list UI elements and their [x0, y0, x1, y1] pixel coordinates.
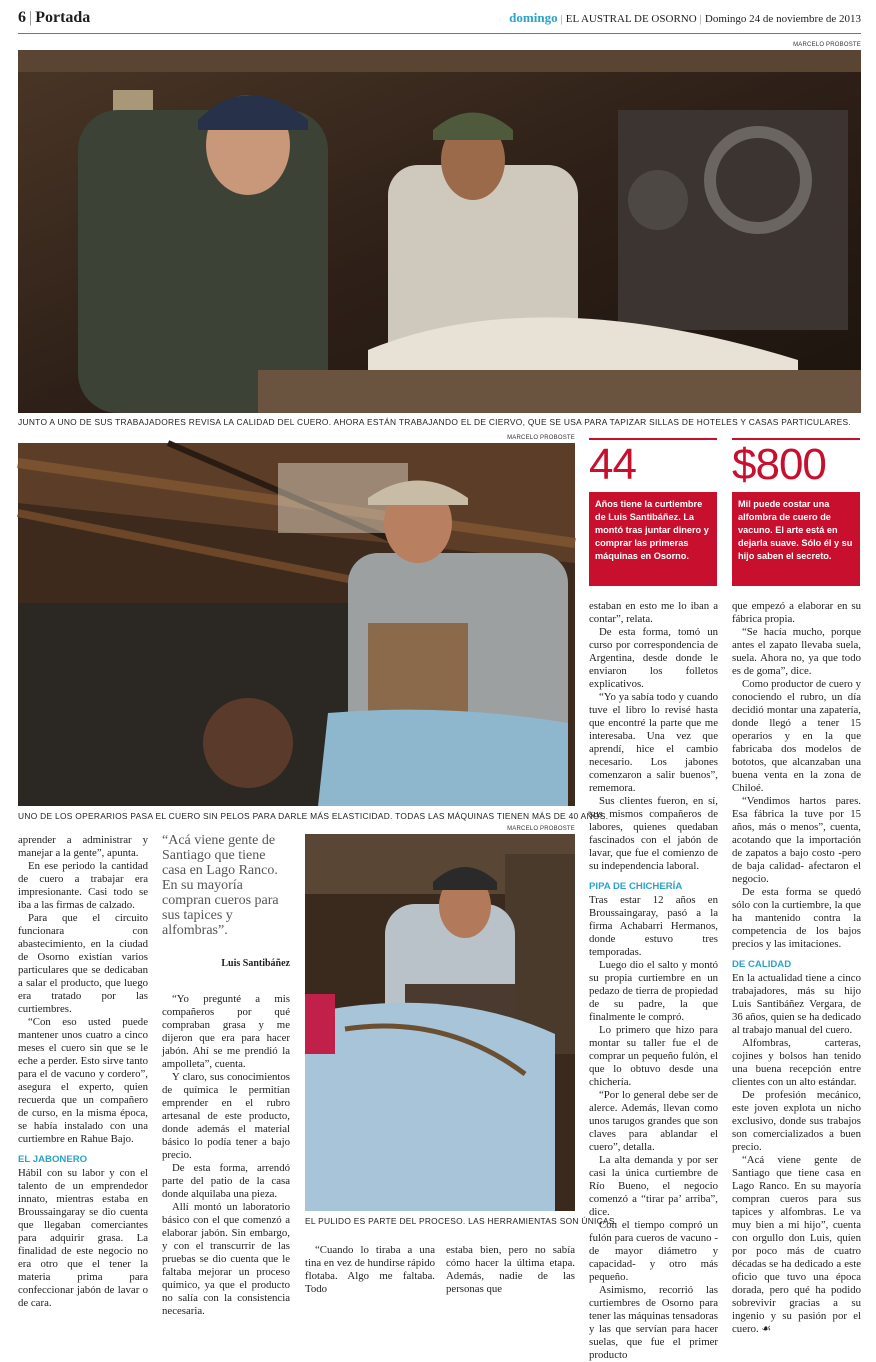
edition-day: domingo — [509, 10, 558, 25]
issue-date: Domingo 24 de noviembre de 2013 — [704, 13, 861, 25]
operator-machine-photo — [18, 443, 575, 806]
article-paragraph: De esta forma, tomó un curso por correspondencia de Argentina, desde donde le enviaron los folletos explicativos. — [589, 626, 718, 690]
article-paragraph: Hábil con su labor y con el talento de un emprendedor innato, mientras estaba en Broussaingaray se dio cuenta que llegaban comerciantes para adquirir grasa. La finalidad de este negocio no era otro que el tener la materia prima para confeccionar jabón de lavar o de cara. — [18, 1167, 148, 1309]
stat-price-number: $800 — [732, 440, 826, 489]
masthead-meta: domingo | EL AUSTRAL DE OSORNO | Domingo 24 de noviembre de 2013 — [509, 10, 861, 25]
bottom-photo-credit: MARCELO PROBOSTE — [507, 826, 575, 832]
subheading: DE CALIDAD — [732, 959, 792, 970]
article-column-2 — [162, 993, 290, 1317]
subheading: EL JABONERO — [18, 1154, 88, 1165]
article-paragraph: Sus clientes fueron, en sí, sus mismos compañeros de labores, quienes quedaban fascinados con el jabón de lavar, que fue el comienzo de su independencia laboral. — [589, 795, 718, 872]
article-paragraph: Alfombras, carteras, cojines y bolsos han tenido una buena recepción entre clientes con un alto estándar. — [732, 1037, 861, 1088]
top-photo-credit: MARCELO PROBOSTE — [793, 42, 861, 48]
subheading: PIPA DE CHICHERÍA — [589, 881, 683, 892]
tannery-workers-photo — [18, 50, 861, 413]
article-paragraph: Y claro, sus conocimientos de química le permitían emprender en el rubro artesanal de este producto, donde además el material básico lo podía tener a bajo precio. — [162, 1071, 290, 1161]
stat-price — [732, 438, 860, 586]
article-paragraph: “Por lo general debe ser de alerce. Además, llevan como unos tarugos grandes que son claves para ablandar el cuero”, detalla. — [589, 1089, 718, 1153]
article-paragraph: que empezó a elaborar en su fábrica propia. — [732, 600, 861, 625]
pull-quote — [162, 833, 290, 969]
pull-quote-author: Luis Santibáñez — [221, 958, 290, 969]
article-paragraph: Luego dio el salto y montó su propia curtiembre en un pedazo de tierra de propiedad de su padre, la que finalmente le compró. — [589, 959, 718, 1023]
pull-quote-text: “Acá viene gente de Santiago que tiene casa en Lago Ranco. En su mayoría compran cueros para sus tapices y alfombras”. — [162, 833, 279, 938]
article-paragraph: “Yo pregunté a mis compañeros por qué compraban grasa y me dijeron que era para hacer jabón. Ahí se me prendió la ampolleta”, cuenta. — [162, 993, 290, 1070]
article-paragraph: estaban en esto me lo iban a contar”, relata. — [589, 600, 718, 625]
top-photo — [18, 50, 861, 413]
article-paragraph: Asimismo, recorrió las curtiembres de Osorno para tener las máquinas tensadoras y las que servían para hacer suelas, que fue el primer producto — [589, 1284, 718, 1361]
article-paragraph: De profesión mecánico, este joven explota un nicho exclusivo, donde sus trabajos son comercializados a buen precio. — [732, 1089, 861, 1153]
middle-photo — [18, 443, 575, 806]
article-paragraph: “Yo ya sabía todo y cuando tuve el libro lo revisé hasta que encontré la parte que me interesaba. Una vez que aprendí, hice el cambio necesario. Los jabones comenzaron a salir buenos”, rememora. — [589, 691, 718, 794]
article-paragraph: En la actualidad tiene a cinco trabajadores, más su hijo Luis Santibáñez Vergara, de 36 años, quien se ha dedicado al trabajo manual del cuero. — [732, 972, 861, 1036]
article-paragraph: “Vendimos hartos pares. Esa fábrica la tuve por 15 años, más o menos”, cuenta, acotando que la importación de zapatos a bajo costo -pero de baja calidad- afectaron el negocio. — [732, 795, 861, 885]
stat-years-number: 44 — [589, 440, 636, 489]
page-folio: 6 | Portada — [18, 9, 91, 26]
article-column-3-continuation — [446, 1244, 575, 1295]
article-column-3 — [589, 600, 718, 1361]
article-paragraph: Lo primero que hizo para montar su taller fue el de comprar un pequeño fulón, el que lo obtuvo desde una chichería. — [589, 1024, 718, 1088]
article-paragraph: Como productor de cuero y conociendo el rubro, un día decidió montar una zapatería, donde llegó a tener 15 operarios y en la que fabricaba dos modelos de bototos, que alcanzaban una buena venta en la zona de Chiloé. — [732, 678, 861, 794]
article-paragraph: En ese periodo la cantidad de cuero a trabajar era impresionante. Casi todo se iba a las firmas de calzado. — [18, 860, 148, 911]
article-paragraph: estaba bien, pero no sabía cómo hacer la última etapa. Además, nadie de las personas que — [446, 1244, 575, 1295]
article-paragraph: Allí montó un laboratorio básico con el que comenzó a elaborar jabón. Sin embargo, y con el transcurrir de las pruebas se dio cuenta que le faltaba mejorar un proceso químico, ya que el producto no salía con la consistencia necesaria. — [162, 1201, 290, 1317]
polishing-photo — [305, 834, 575, 1211]
article-paragraph: De esta forma se quedó sólo con la curtiembre, la que ha mantenido contra la competencia de los bajos precios y las imitaciones. — [732, 886, 861, 950]
section-name: Portada — [35, 9, 91, 26]
article-paragraph: Para que el circuito funcionara con abastecimiento, en la ciudad de Osorno existían varios particulares que se dedicaban a salar el producto, que luego era tratado por las curtiembres. — [18, 912, 148, 1015]
article-paragraph: “Se hacía mucho, porque antes el zapato llevaba suela, suela. Ahora no, ya que todo es de goma”, dice. — [732, 626, 861, 677]
bottom-photo — [305, 834, 575, 1211]
article-column-1 — [18, 834, 148, 1309]
article-paragraph: La alta demanda y por ser casi la única curtiembre de Río Bueno, el negocio comenzó a “tirar pa’ arriba”, dice. — [589, 1154, 718, 1218]
top-photo-caption: JUNTO A UNO DE SUS TRABAJADORES REVISA LA CALIDAD DEL CUERO. AHORA ESTÁN TRABAJANDO EL DE CIERVO, QUE SE USA PARA TAPIZAR SILLAS DE HOTELES Y CASAS PARTICULARES. — [18, 417, 851, 427]
stat-years — [589, 438, 717, 586]
article-paragraph: “Con eso usted puede mantener unos cuatro a cinco meses el cuero sin que se le eche a perder. Esto sirve tanto para el de vacuno y cordero”, asegura el experto, quien recuerda que un compañero de curso, en la misma época, se había instalado con una curtiembre en Rahue Bajo. — [18, 1016, 148, 1145]
stat-years-text: Años tiene la curtiembre de Luis Santibáñez. La montó tras juntar dinero y comprar las primeras máquinas en Osorno. — [589, 492, 717, 586]
article-paragraph: aprender a administrar y manejar a la gente”, apunta. — [18, 834, 148, 859]
bottom-photo-caption: EL PULIDO ES PARTE DEL PROCESO. LAS HERRAMIENTAS SON ÚNICAS. — [305, 1216, 618, 1226]
page-header — [18, 8, 861, 34]
article-paragraph: “Acá viene gente de Santiago que tiene casa en Lago Ranco. En su mayoría compran cueros para sus tapices y alfombras. Le va muy bien a mi hijo”, cuenta con orgullo don Luis, quien por poco más de cuatro décadas se ha dedicado a este oficio que tuvo una época dorada, pero qué ha podido sobrevivir gracias a su ingenio y su pasión por el cuero. ☙ — [732, 1154, 861, 1335]
stat-price-text: Mil puede costar una alfombra de cuero de vacuno. El arte está en dejarla suave. Sólo él y su hijo saben el secreto. — [732, 492, 860, 586]
article-paragraph: “Cuando lo tiraba a una tina en vez de hundirse rápido flotaba. Algo me faltaba. Todo — [305, 1244, 435, 1295]
article-column-2-continuation — [305, 1244, 435, 1295]
article-paragraph: De esta forma, arrendó parte del patio de la casa donde alquilaba una pieza. — [162, 1162, 290, 1200]
middle-photo-credit: MARCELO PROBOSTE — [507, 435, 575, 441]
newspaper-name: EL AUSTRAL DE OSORNO — [565, 13, 697, 25]
article-paragraph: Con el tiempo compró un fulón para cueros de vacuno -de mayor diámetro y capacidad- y otro más pequeño. — [589, 1219, 718, 1283]
page-number: 6 — [18, 9, 26, 26]
article-column-4 — [732, 600, 861, 1335]
middle-photo-caption: UNO DE LOS OPERARIOS PASA EL CUERO SIN PELOS PARA DARLE MÁS ELASTICIDAD. TODAS LAS MÁQUINAS TIENEN MÁS DE 40 AÑOS. — [18, 811, 609, 821]
article-paragraph: Tras estar 12 años en Broussaingaray, pasó a la firma Achabarri Hermanos, donde estuvo tres temporadas. — [589, 894, 718, 958]
